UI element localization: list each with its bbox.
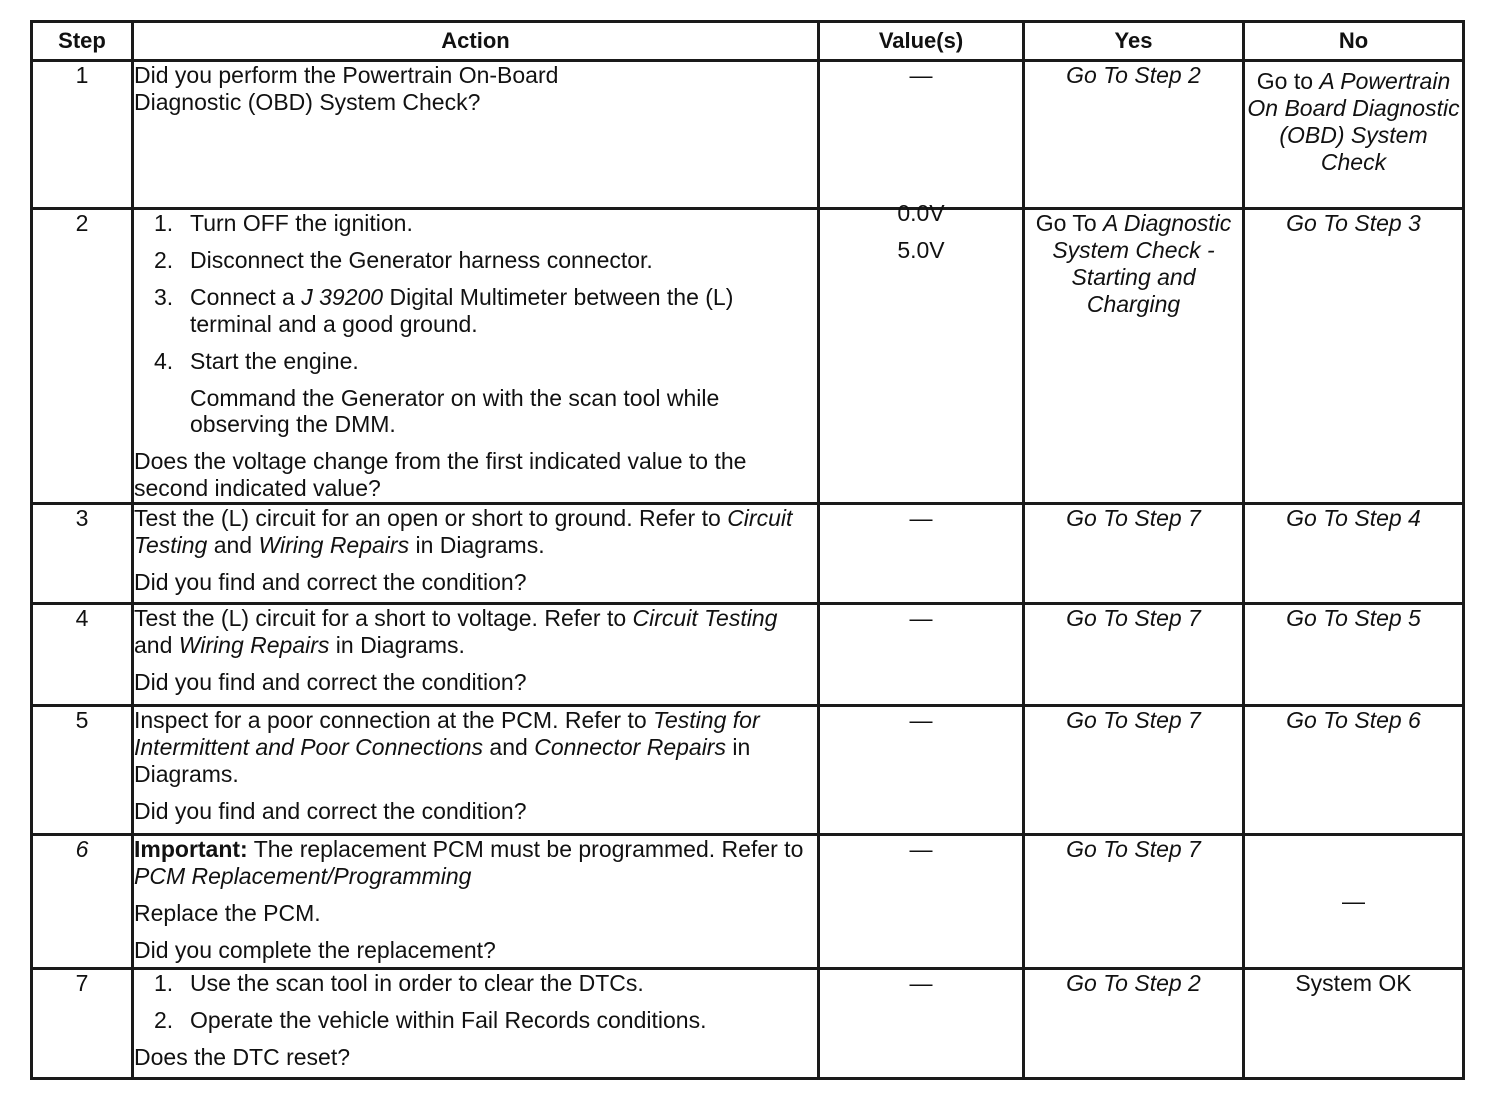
step-number: 2 xyxy=(32,209,133,504)
value-cell: — xyxy=(819,604,1024,706)
action-cell xyxy=(133,61,819,209)
yes-cell: Go To Step 2 xyxy=(1024,969,1244,1079)
header-no: No xyxy=(1244,22,1464,61)
action-subtext: Command the Generator on with the scan tool while observing the DMM. xyxy=(190,384,720,438)
no-cell xyxy=(1244,61,1464,209)
action-cell xyxy=(133,604,819,706)
important-label: Important: xyxy=(134,836,248,863)
yes-cell: Go To Step 7 xyxy=(1024,504,1244,604)
step-number: 7 xyxy=(32,969,133,1079)
table-row xyxy=(32,706,1464,835)
step-number: 1 xyxy=(32,61,133,209)
action-cell xyxy=(133,209,819,504)
table-row xyxy=(32,969,1464,1079)
action-cell xyxy=(133,835,819,969)
no-cell: Go To Step 5 xyxy=(1244,604,1464,706)
action-question: Did you find and correct the condition? xyxy=(134,568,527,595)
step-number: 5 xyxy=(32,706,133,835)
important-note: Important: The replacement PCM must be programmed. Refer to PCM Replacement/Programming xyxy=(134,836,804,890)
table-row xyxy=(32,835,1464,969)
yes-reference: A Diagnostic System Check - Starting and Charging xyxy=(1052,210,1232,317)
no-cell: Go To Step 4 xyxy=(1244,504,1464,604)
step-number: 3 xyxy=(32,504,133,604)
yes-cell xyxy=(1024,209,1244,504)
action-cell xyxy=(133,706,819,835)
value-item: 0.0V xyxy=(897,200,945,226)
yes-cell: Go To Step 7 xyxy=(1024,706,1244,835)
no-cell: Go To Step 3 xyxy=(1244,209,1464,504)
header-values: Value(s) xyxy=(819,22,1024,61)
value-cell: — xyxy=(819,835,1024,969)
no-prefix: Go to xyxy=(1256,68,1320,94)
header-row xyxy=(32,22,1464,61)
table-row xyxy=(32,504,1464,604)
no-cell: System OK xyxy=(1244,969,1464,1079)
action-text: Did you perform the Powertrain On-Board xyxy=(134,62,559,88)
list-item: 4. Start the engine. xyxy=(154,347,359,374)
action-question: Does the voltage change from the first indicated value to the second indicated value? xyxy=(134,448,747,502)
diagnostic-table xyxy=(30,20,1465,1080)
list-item: 2. Operate the vehicle within Fail Records conditions. xyxy=(154,1007,707,1034)
list-item: 2. Disconnect the Generator harness connector. xyxy=(154,246,653,273)
yes-cell: Go To Step 2 xyxy=(1024,61,1244,209)
yes-cell: Go To Step 7 xyxy=(1024,604,1244,706)
yes-cell: Go To Step 7 xyxy=(1024,835,1244,969)
table-row xyxy=(32,61,1464,209)
yes-prefix: Go To xyxy=(1035,210,1104,236)
no-cell: Go To Step 6 xyxy=(1244,706,1464,835)
action-text: Test the (L) circuit for an open or short to ground. Refer to Circuit Testing and Wiring Repairs in Diagrams. xyxy=(134,505,793,559)
value-cell: — xyxy=(819,969,1024,1079)
step-number: 4 xyxy=(32,604,133,706)
action-cell xyxy=(133,969,819,1079)
header-action: Action xyxy=(133,22,819,61)
action-question: Did you find and correct the condition? xyxy=(134,668,527,695)
header-yes: Yes xyxy=(1024,22,1244,61)
action-question: Did you complete the replacement? xyxy=(134,936,496,963)
no-cell: — xyxy=(1244,835,1464,969)
action-text: Test the (L) circuit for a short to voltage. Refer to Circuit Testing and Wiring Repairs in Diagrams. xyxy=(134,605,778,659)
value-cell: — xyxy=(819,61,1024,209)
list-item: 3. Connect a J 39200 Digital Multimeter between the (L) terminal and a good ground. xyxy=(154,283,734,337)
action-instruction: Replace the PCM. xyxy=(134,899,321,926)
value-cell: — xyxy=(819,706,1024,835)
action-cell xyxy=(133,504,819,604)
table-row xyxy=(32,604,1464,706)
header-step: Step xyxy=(32,22,133,61)
action-question: Did you find and correct the condition? xyxy=(134,797,527,824)
table-row xyxy=(32,209,1464,504)
list-item: 1. Turn OFF the ignition. xyxy=(154,210,413,236)
value-cell: — xyxy=(819,504,1024,604)
value-item: 5.0V xyxy=(897,236,945,263)
list-item: 1. Use the scan tool in order to clear the DTCs. xyxy=(154,970,644,997)
action-text: Diagnostic (OBD) System Check? xyxy=(134,88,481,115)
value-cell xyxy=(819,200,1024,504)
step-number: 6 xyxy=(32,835,133,969)
action-text: Inspect for a poor connection at the PCM. Refer to Testing for Intermittent and Poor Connections and Connector Repairs in Diagrams. xyxy=(134,707,760,787)
no-reference: A Powertrain On Board Diagnostic (OBD) System Check xyxy=(1247,68,1460,175)
action-question: Does the DTC reset? xyxy=(134,1043,351,1070)
